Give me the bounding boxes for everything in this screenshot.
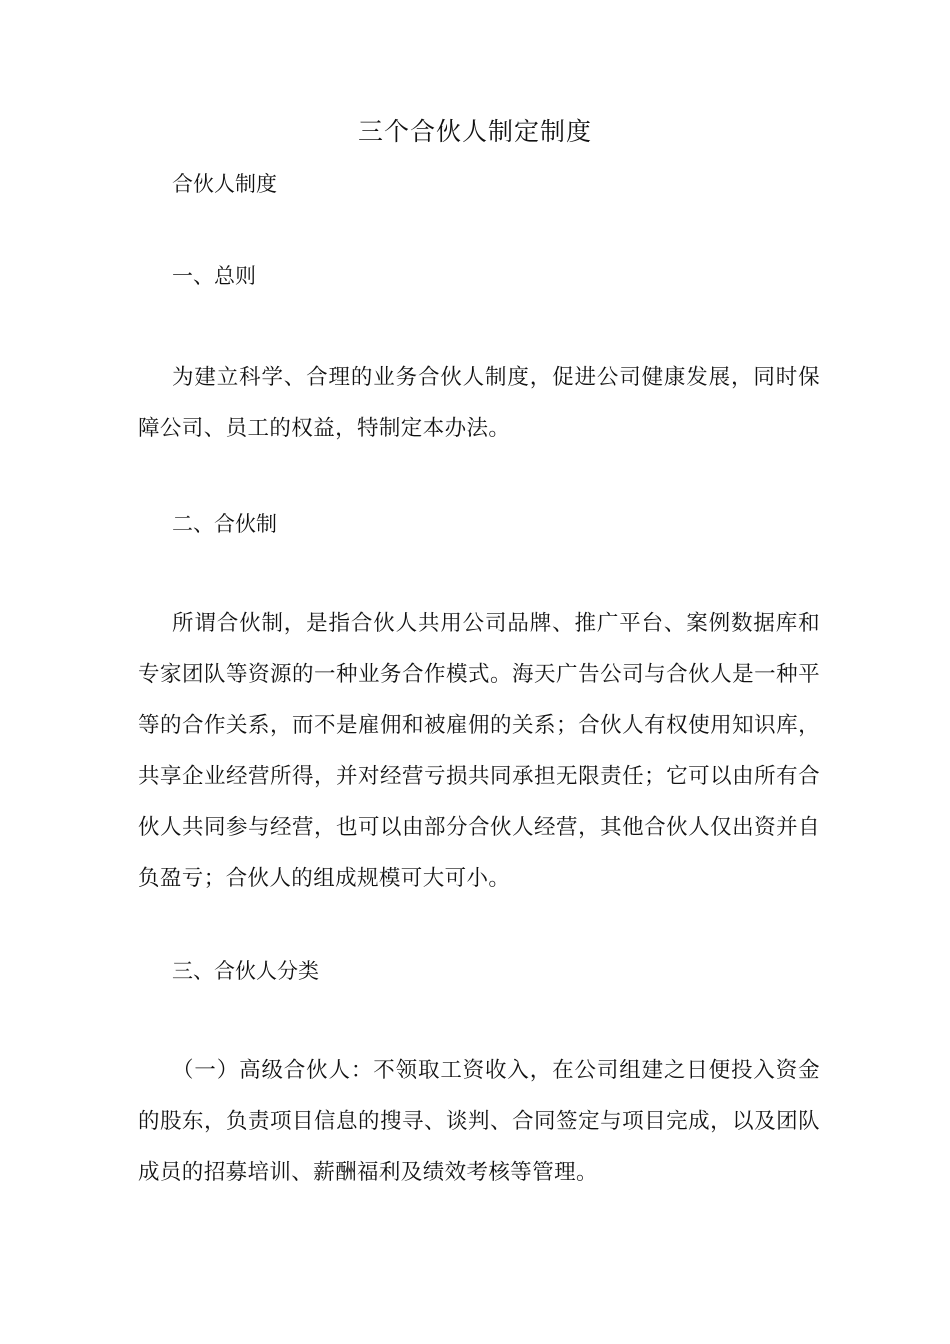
section-heading-partner-types: 三、合伙人分类 bbox=[172, 959, 319, 983]
section-heading-partnership: 二、合伙制 bbox=[172, 512, 277, 536]
document-title: 三个合伙人制定制度 bbox=[357, 117, 592, 146]
section-heading-general: 一、总则 bbox=[172, 264, 256, 288]
document-subtitle: 合伙人制度 bbox=[172, 172, 277, 196]
section-paragraph-general: 为建立科学、合理的业务合伙人制度，促进公司健康发展，同时保障公司、员工的权益，特制定本办法。 bbox=[138, 365, 820, 441]
section-paragraph-partnership: 所谓合伙制，是指合伙人共用公司品牌、推广平台、案例数据库和专家团队等资源的一种业务合作模式。海天广告公司与合伙人是一种平等的合作关系，而不是雇佣和被雇佣的关系；合伙人有权使用知识库，共享企业经营所得，并对经营亏损共同承担无限责任；它可以由所有合伙人共同参与经营，也可以由部分合伙人经营，其他合伙人仅出资并自负盈亏；合伙人的组成规模可大可小。 bbox=[138, 611, 820, 891]
section-paragraph-partner-types: （一）高级合伙人：不领取工资收入，在公司组建之日便投入资金的股东，负责项目信息的搜寻、谈判、合同签定与项目完成，以及团队成员的招募培训、薪酬福利及绩效考核等管理。 bbox=[138, 1058, 820, 1185]
